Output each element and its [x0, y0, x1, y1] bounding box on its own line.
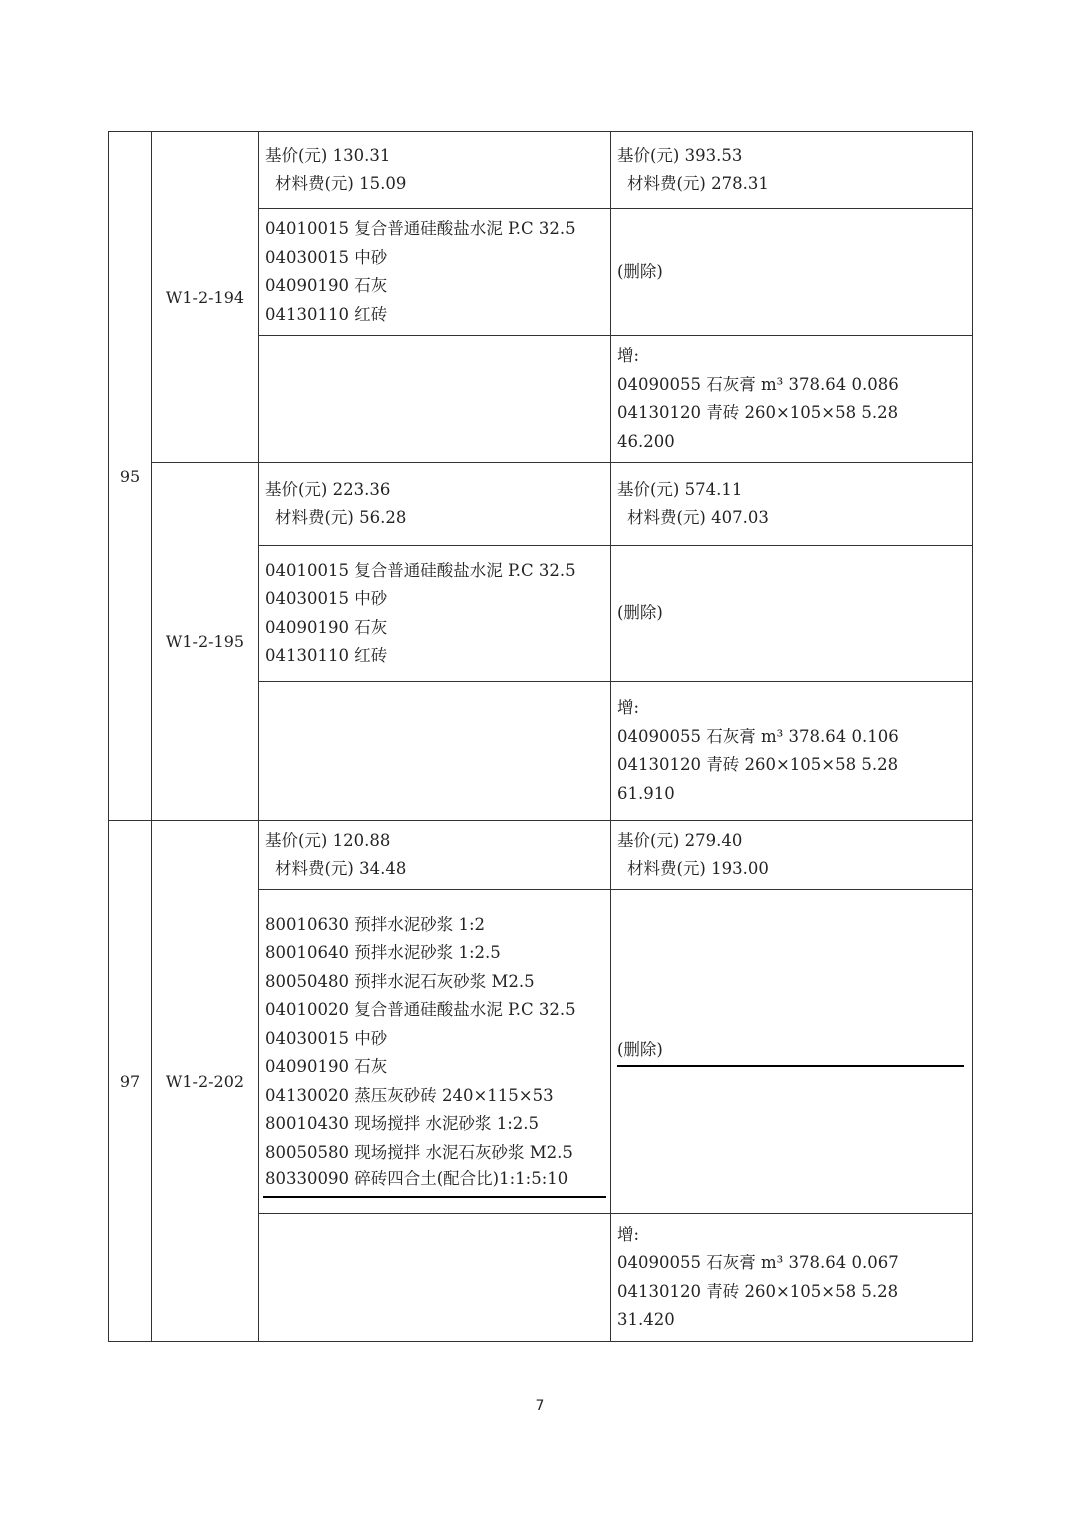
add-line: 04130120 青砖 260×105×58 5.28 [617, 755, 899, 774]
material-line: 04010020 复合普通硅酸盐水泥 P.C 32.5 [265, 1000, 576, 1020]
add-cell [611, 336, 973, 463]
add-cell [611, 1214, 973, 1342]
new-material-cost: 材料费(元) 407.03 [627, 508, 769, 527]
table-row [109, 821, 973, 890]
quota-code: W1-2-195 [152, 463, 259, 821]
new-base-price: 基价(元) 574.11 [617, 479, 743, 499]
material-line: 04030015 中砂 [265, 1028, 388, 1048]
add-label: 增: [617, 1224, 640, 1244]
add-line: 04090055 石灰膏 m³ 378.64 0.106 [617, 726, 899, 746]
old-price-cell [259, 132, 611, 209]
old-materials-cell [259, 546, 611, 682]
serial-number: 95 [109, 132, 152, 821]
delete-cell [611, 209, 973, 336]
delete-label: (删除) [617, 261, 663, 281]
material-line: 04090190 石灰 [265, 1057, 388, 1077]
delete-label: (删除) [617, 603, 663, 623]
add-line: 31.420 [617, 1310, 675, 1329]
material-line: 04030015 中砂 [265, 247, 388, 267]
material-line: 04030015 中砂 [265, 589, 388, 608]
new-base-price: 基价(元) 393.53 [617, 145, 743, 165]
add-line: 04090055 石灰膏 m³ 378.64 0.086 [617, 374, 899, 394]
material-line: 80010640 预拌水泥砂浆 1:2.5 [265, 943, 501, 963]
revision-table [108, 131, 973, 1342]
material-line: 04090190 石灰 [265, 617, 388, 637]
material-line: 80050480 预拌水泥石灰砂浆 M2.5 [265, 971, 535, 991]
old-material-cost: 材料费(元) 56.28 [275, 508, 407, 527]
material-line: 04130110 红砖 [265, 646, 388, 665]
add-label: 增: [617, 698, 640, 717]
material-line: 04010015 复合普通硅酸盐水泥 P.C 32.5 [265, 219, 576, 238]
add-line: 61.910 [617, 783, 675, 803]
material-line: 04090190 石灰 [265, 276, 388, 295]
new-price-cell [611, 821, 973, 890]
old-base-price: 基价(元) 120.88 [265, 830, 391, 850]
old-price-cell [259, 821, 611, 890]
add-line: 04130120 青砖 260×105×58 5.28 [617, 403, 899, 422]
material-line: 80330090 碎砖四合土(配合比)1:1:5:10 [265, 1169, 569, 1189]
old-base-price: 基价(元) 130.31 [265, 145, 391, 165]
old-price-cell [259, 463, 611, 546]
old-material-cost: 材料费(元) 15.09 [275, 174, 407, 193]
add-line: 46.200 [617, 431, 675, 451]
material-line: 80050580 现场搅拌 水泥石灰砂浆 M2.5 [265, 1142, 573, 1162]
old-base-price: 基价(元) 223.36 [265, 479, 391, 499]
new-material-cost: 材料费(元) 278.31 [627, 174, 769, 193]
material-line: 04130110 红砖 [265, 304, 388, 324]
old-materials-cell [259, 890, 611, 1214]
delete-cell [611, 890, 973, 1214]
table-row [109, 463, 973, 546]
empty-cell [259, 682, 611, 821]
new-material-cost: 材料费(元) 193.00 [627, 859, 769, 878]
add-line: 04090055 石灰膏 m³ 378.64 0.067 [617, 1253, 899, 1272]
page-number: 7 [535, 1398, 545, 1414]
material-line: 04130020 蒸压灰砂砖 240×115×53 [265, 1085, 554, 1105]
delete-cell [611, 546, 973, 682]
new-price-cell [611, 132, 973, 209]
quota-code: W1-2-194 [152, 132, 259, 463]
table-row [109, 132, 973, 209]
new-base-price: 基价(元) 279.40 [617, 830, 743, 850]
quota-code: W1-2-202 [152, 821, 259, 1342]
material-line: 04010015 复合普通硅酸盐水泥 P.C 32.5 [265, 560, 576, 580]
empty-cell [259, 336, 611, 463]
material-line: 80010430 现场搅拌 水泥砂浆 1:2.5 [265, 1114, 540, 1134]
old-material-cost: 材料费(元) 34.48 [275, 859, 407, 878]
add-cell [611, 682, 973, 821]
serial-number: 97 [109, 821, 152, 1342]
delete-label: (删除) [617, 1036, 964, 1067]
new-price-cell [611, 463, 973, 546]
empty-cell [259, 1214, 611, 1342]
add-label: 增: [617, 346, 640, 365]
add-line: 04130120 青砖 260×105×58 5.28 [617, 1281, 899, 1301]
material-line: 80010630 预拌水泥砂浆 1:2 [265, 914, 486, 934]
old-materials-cell [259, 209, 611, 336]
